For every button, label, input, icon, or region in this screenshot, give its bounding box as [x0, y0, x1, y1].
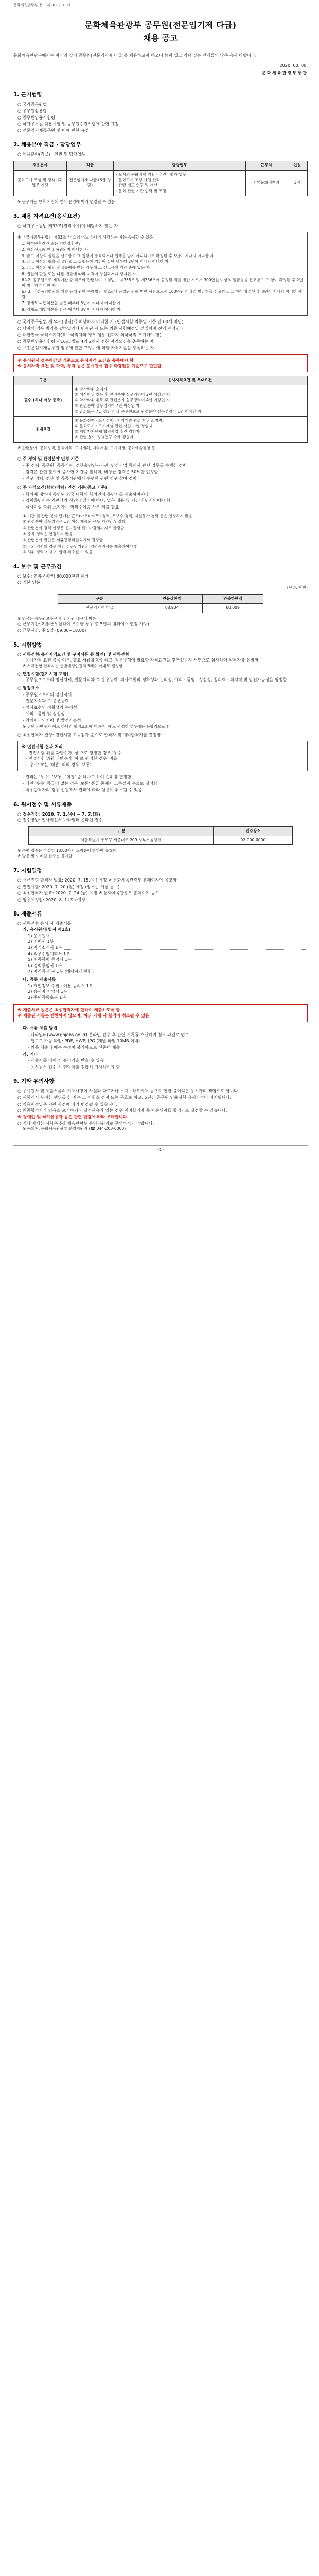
list-item: 7. 징계로 파면처분을 받은 때부터 5년이 지나지 아니한 자: [22, 300, 121, 306]
interview-result-box: [17, 741, 308, 771]
table-cell: 지역문화정책과: [246, 170, 287, 196]
list-item: - 나라일터(www.gojobs.go.kr) 온라인 접수 후 관련 서류를 스캔하여 첨부 파일로 업로드: [28, 1031, 193, 1037]
document: [0, 0, 319, 1158]
list-item: - 학위에 대하여 공인된 외국 대학의 학위인정 증명서를 제출하여야 함: [23, 491, 150, 497]
table-row: [14, 416, 308, 442]
list-item: - 공무원으로서의 정신자세: [23, 691, 72, 697]
list-item: ○ 국가공무원 임용시험 및 공무원승진시험에 관한 규정: [17, 121, 119, 127]
table-header: 직급: [66, 161, 113, 171]
table-header: 근무처: [246, 161, 287, 171]
table-header: 응시자격요건 및 우대요건: [73, 376, 308, 385]
notice-text: ※ 응시원서 접수마감일 기준으로 응시자격 요건을 충족해야 함: [17, 357, 134, 363]
list-item: ○ 대한민국 국적소지자(복수국적자의 경우 임용 전까지 외국국적 포기해야 함): [17, 332, 162, 337]
table-cell: 60,009: [202, 603, 263, 613]
document-item: [28, 989, 308, 995]
list-item: ○ 「전문임기제공무원 임용에 관한 규정」에 의한 자격기준을 충족하는 자: [17, 345, 154, 350]
requirements-table: [13, 376, 308, 443]
list-item: 3. 금고 이상의 실형을 선고받고 그 집행이 종료되거나 집행을 받지 아니하기로 확정된 후 5년이 지나지 아니한 자: [22, 253, 214, 258]
list-item: - 다만 '우수' 등급이 없는 경우 '보통' 등급 중에서 고득점자 순으로 결정함: [23, 781, 158, 786]
notes-list: [13, 1088, 308, 1114]
list-item: ○ 응시원서 및 제출서류의 기재사항이 사실과 다르거나 누락 · 착오기재 등으로 인한 불이익은 응시자의 책임으로 합니다.: [17, 1088, 240, 1094]
table-header: 인원: [287, 161, 308, 171]
table-row: [28, 836, 293, 845]
exam-step: ○ 서류전형(응시자격요건 및 구비서류 등 확인) 및 서류전형: [17, 651, 129, 657]
document-label: 1) 개인정보 수집 · 이용 동의서 1부: [28, 982, 93, 988]
contact-line: ※ 문의처: 문화체육관광부 운영지원과 (☎ 044-203-0000): [23, 1126, 126, 1131]
duty-line: - 도시의 문화정책 기획 · 추진 · 평가 업무: [116, 172, 187, 177]
document-item: [28, 969, 308, 975]
document-item: [28, 939, 308, 945]
table-header: 채용분야: [14, 161, 67, 171]
document-label: 2) 이력서 1부: [28, 939, 54, 944]
list-item: ○ 서류전형 합격자 발표: 2020. 7. 15.(수) 예정 ※ 문화체육관광부 홈페이지에 공고함: [17, 877, 177, 883]
list-item: ① 기관 및 관련 분야 단기간 근로(아르바이트) 경력, 무보수 경력, 자원봉사 경력 등은 인정하지 않음: [23, 513, 193, 518]
list-item: ○ 국가공무원법 제74조(정년)에 해당하지 아니한 자 (면접시험 최종일 기준 만 60세 미만): [17, 319, 184, 325]
document-label: 5) 최종학력 증명서 1부: [28, 957, 72, 962]
disqualification-box: [13, 232, 308, 316]
list-item: ○ 공무원임용시험령: [17, 114, 56, 120]
salary-sub: ○ 보수: 연봉 하한액 60,000천원 이상: [17, 573, 89, 579]
documents-list: [13, 933, 308, 975]
list-item: - 의사표현의 정확성과 논리성: [23, 704, 77, 710]
foreign-title: ○ 주 자격요건(학력/경력) 인정 기준(공고 기준): [17, 485, 107, 490]
list-item: ○ 임용예정일: 2020. 8. 1.(토) 예정: [17, 896, 85, 902]
list-item: ○ 시험에서 부정한 행위를 한 자는 그 시험을 정지 또는 무효로 하고, 5년간 공무원 임용시험 응시자격이 정지됩니다.: [17, 1095, 232, 1100]
list-item: - 최종합격자의 경우 신원조사 결과에 따라 임용이 취소될 수 있음: [23, 787, 143, 793]
list-item: ○ 국가공무원법: [17, 101, 47, 107]
list-item: 8. 징계로 해임처분을 받은 때부터 3년이 지나지 아니한 자: [22, 307, 121, 312]
list-item: - 경력은 관련 분야에 종사한 기간을 말하며, 비상근 경력은 50%만 인정함: [23, 469, 158, 474]
req-sub: ○ 국가공무원법 제33조(결격사유)에 해당하지 않는 자: [17, 223, 118, 228]
experience-title: ○ 주 경력 및 관련분야 인정 기준: [17, 456, 79, 462]
list-item: ○ 공무원임용시험령 제16조 별표 4의 2에서 정한 자격요건을 충족하는 자: [17, 338, 154, 344]
foreign-list: [13, 492, 308, 511]
document-item: [28, 963, 308, 969]
exam-step: ○ 면접시험(필기시험 포함): [17, 671, 69, 676]
page-title: 문화체육관광부 공무원(전문임기제 다급): [84, 20, 237, 30]
notice-number: 문화체육관광부 공고 제2020 - 00호: [13, 3, 72, 7]
table-row: [58, 603, 263, 613]
intro-text: 문화체육관광부에서는 아래와 같이 공무원(전문임기제 다급)을 채용하고자 하오니 능력 있고 역량 있는 인재들의 많은 응시 바랍니다.: [13, 53, 257, 58]
box-line: - 면접시험 위원 과반수가 '상'으로 평정한 경우 '우수': [26, 750, 123, 755]
exam-note: ※ 위원 과반수가 어느 하나의 평정요소에 대하여 '하'로 평정한 경우에는 불합격으로 함: [23, 724, 170, 729]
page-number: - 1 -: [13, 1145, 308, 1158]
table-header: 구분: [14, 376, 73, 385]
document-label: 3) 자기소개서 1부: [28, 944, 62, 950]
list-item: - 결과는 '우수', '보통', '미흡' 중 하나로 하여 순위를 결정함: [23, 774, 132, 779]
table-cell: 전문임기제 다급: [58, 603, 141, 613]
table-cell: ① 박사학위 소지자 ② 석사학위 취득 후 관련분야 실무경력이 2년 이상인 자 ③ 학사학위 취득 후 관련분야 실무경력이 4년 이상인 자 ④ 관련분야 실무경력이 7년 이상인 자 ⑤ 7급 또는 7급 상당 이상 공무원으로 관련분야 실무경력이 1년 이상인 자: [73, 385, 308, 416]
document-label: 4) 직무수행계획서 1부: [28, 951, 70, 956]
list-item: - 연구 경력: 정부 및 공공기관에서 수행한 관련 연구 참여 경력: [23, 476, 137, 481]
document-header: [13, 0, 308, 10]
list-item: ○ 전문임기제공무원 및 이에 관한 규정: [17, 127, 89, 133]
document-label: 7) 자격증 사본 1부 (해당자에 한함): [28, 969, 94, 974]
list-item: - 창의력 · 의지력 및 발전가능성: [23, 718, 81, 723]
table-header: 접수장소: [214, 826, 293, 836]
documents-group: 다. 서류 제출 방법: [23, 1025, 58, 1030]
table-cell: 필수 (하나 이상 충족): [14, 385, 73, 416]
title-block: [13, 20, 308, 44]
duty-line: - 문화도시 조성 사업 관리: [116, 177, 160, 182]
list-item: 6. 법원의 판결 또는 다른 법률에 따라 자격이 상실되거나 정지된 자: [22, 271, 136, 276]
box-line: - '우수' 또는 '미흡' 외의 경우 '보통': [26, 762, 91, 768]
documents-warning-box: [13, 1004, 308, 1022]
inquiry-line: ○ 기타 자세한 사항은 문화체육관광부 운영지원과로 문의하시기 바랍니다.: [17, 1120, 154, 1126]
section-title-schedule: 7. 시험일정: [13, 867, 42, 874]
table-row: [14, 170, 308, 196]
document-item: [28, 995, 308, 1001]
table-cell: 1명: [287, 170, 308, 196]
deadline-notice-box: [13, 354, 308, 372]
section-title-requirements: 3. 채용 자격요건(응시요건): [13, 213, 80, 219]
section-title-salary: 4. 보수 및 근무조건: [13, 564, 62, 570]
table-header: 구 분: [28, 826, 214, 836]
box-title: ※ 면접시험 결과 처리: [22, 744, 63, 750]
document-item: [28, 945, 308, 951]
list-item: 6의3. 「성폭력범죄의 처벌 등에 관한 특례법」 제2조에 규정된 죄를 범한 사람으로서 100만원 이상의 벌금형을 선고받고 그 형이 확정된 후 3년이 지나지 아니한 사람: [22, 289, 302, 300]
notice-date: 2020. 00. 00.: [279, 63, 308, 69]
list-item: ② 관련분야 실무경력은 1년 이상 계속된 근무 기간만 인정함: [23, 519, 126, 524]
exam-step-detail: - 응시자격 요건 충족 여부, 필요 서류를 확인하고, 직무수행에 필요한 자격요건을 갖추었는지 서면으로 심사하여 적격자를 선발함: [23, 657, 259, 663]
list-item: ○ 최종합격자가 임용을 포기하거나 결격사유가 있는 경우 예비합격자 중 차순위자를 합격자로 결정할 수 있습니다.: [17, 1108, 227, 1113]
list-item: - 예의 · 품행 및 성실성: [23, 711, 65, 717]
eval-list: [13, 692, 308, 724]
list-item: 2. 파산선고를 받고 복권되지 아니한 자: [22, 247, 88, 252]
box-text: ※ 「국가공무원법」 제33조 각 호의 어느 하나에 해당하는 자는 응시할 수 없음: [17, 235, 153, 240]
table-cell-duties: [114, 170, 246, 196]
table-cell: 서울특별시 종로구 세종대로 209 정부서울청사: [28, 836, 214, 845]
section-title-notes: 9. 기타 유의사항: [13, 1078, 55, 1085]
table-header: 연봉상한액: [141, 595, 202, 604]
positions-sub: ○ 채용분야(직급) · 인원 및 담당업무: [17, 151, 85, 157]
application-method: ○ 접수방법: 인사혁신처 나라일터 온라인 접수: [17, 817, 103, 823]
experience-list: [13, 463, 308, 482]
table-row: [14, 385, 308, 416]
hours-line: ○ 근무시간: 주 5일 (09:00~18:00): [17, 628, 86, 633]
list-item: ○ 공무원임용령: [17, 108, 47, 113]
table-cell: ① 문화정책 · 도시정책 · 지역개발 관련 학위 소지자 ② 문화도시 · 도시재생 관련 사업 수행 경험자 ③ 지방자치단체 협력사업 추진 경험자 ④ 관련 분야 정책연구 수행 경험자: [73, 416, 308, 442]
preference-note: ※ 장애인 및 국가유공자 등은 관련 법령에 따라 우대합니다.: [17, 1114, 129, 1120]
list-item: 5. 금고 이상의 형의 선고유예를 받은 경우에 그 선고유예 기간 중에 있는 자: [22, 265, 150, 270]
documents-group: 나. 공통 제출서류: [23, 977, 56, 982]
list-item: ③ 관련분야 경력 산정은 응시원서 접수마감일까지로 산정함: [23, 526, 125, 531]
etc-list: [13, 1058, 308, 1070]
table-cell: 문화도시 조성 및 정책기획 업무 지원: [14, 170, 67, 196]
list-item: ④ 중복 경력은 인정하지 않음: [23, 531, 73, 536]
document-label: 1) 응시원서: [28, 933, 50, 938]
document-item: [28, 983, 308, 989]
positions-note: ※ 근무처는 향후 기관의 인사 운영에 따라 변경될 수 있음: [17, 199, 115, 204]
list-item: - 석사이상 학위 소지자는 학위수여증 사본 제출 필요: [23, 504, 119, 510]
issuing-org: 문화체육관광부장관: [261, 70, 308, 75]
list-item: - 제출서류 미비 시 불이익을 받을 수 있음: [28, 1058, 104, 1063]
exam-step: ○ 평정요소: [17, 685, 39, 690]
list-item: 4. 금고 이상의 형을 선고받고 그 집행유예 기간이 끝난 날부터 2년이 지나지 아니한 자: [22, 259, 169, 264]
exam-note: ※ 서류전형 합격자는 선발예정인원의 5배수 이내로 결정함: [23, 663, 123, 668]
table-header: 구분: [58, 595, 141, 604]
salary-sub: ○ 기본 연봉: [17, 579, 40, 585]
section-title-legal-basis: 1. 근거법령: [13, 92, 42, 98]
legal-basis-list: [13, 101, 308, 133]
document-item: [28, 951, 308, 957]
table-cell: 우대요건: [14, 416, 73, 442]
application-note: ※ 방문 및 이메일 접수는 불가함: [17, 854, 73, 859]
application-table: [28, 826, 293, 845]
document-label: 3) 주민등록초본 1부: [28, 995, 66, 1001]
documents-group: 라. 기타: [23, 1051, 38, 1057]
disqualification-list: [17, 241, 304, 312]
list-item: - 최종 제출 후에는 수정이 불가하므로 신중히 제출: [28, 1044, 120, 1050]
career-criteria-list: [13, 514, 308, 555]
section-title-positions: 2. 채용분야 직급 · 담당업무: [13, 142, 81, 148]
document-label: 6) 경력증명서 1부: [28, 962, 62, 968]
table-header: 연봉하한액: [202, 595, 263, 604]
positions-table: [13, 161, 308, 196]
list-item: ○ 최종합격자 발표: 2020. 7. 24.(금) 예정 ※ 문화체육관광부 홈페이지 공고: [17, 890, 160, 896]
exam-step-detail: - 공무원으로서의 정신자세, 전문지식과 그 응용능력, 의사표현의 정확성과 논리성, 예의 · 품행 · 성실성, 창의력 · 의지력 및 발전가능성을 평정함: [23, 677, 287, 683]
list-item: ○ 남자의 경우 병역을 필하였거나 면제된 자 또는 최종 시험예정일 전일까지 전역 예정인 자: [17, 326, 185, 331]
period-line: ○ 근무기간: 2년(근무실적이 우수한 경우 총 5년의 범위에서 연장 가능): [17, 621, 149, 627]
duty-line: - 문화 관련 기관 협력 및 조정: [116, 189, 167, 194]
section-title-documents: 8. 제출서류: [13, 911, 42, 918]
application-period: ○ 접수기간: 2020. 7. 1.(수) ~ 7. 7.(화): [17, 811, 100, 817]
exam-additional-list: [13, 774, 308, 793]
list-item: 6의2. 공무원으로 재직기간 중 직무와 관련하여 「형법」 제355조 및 제356조에 규정된 죄를 범한 자로서 300만원 이상의 벌금형을 선고받고 그 형이 확정된 후 2년이 지나지 아니한 자: [22, 277, 303, 288]
application-note: ※ 우편 접수는 마감일 18:00까지 도착분에 한하여 유효함: [17, 848, 116, 853]
section-title-exam: 5. 시험방법: [13, 641, 42, 648]
list-item: - 경력증명서는 기관장의 직인이 있어야 하며, 업무 내용 및 기간이 명시되어야 함: [23, 498, 171, 503]
list-item: ○ 임용예정일은 기관 사정에 따라 변경될 수 있습니다.: [17, 1101, 118, 1107]
final-decision: ○ 최종합격자 결정: 면접시험 고득점자 순으로 합격자 및 예비합격자를 결정함: [17, 732, 161, 737]
list-item: ⑥ 국외 경력의 경우 해당국 공인기관의 경력증명서를 제출하여야 함: [23, 544, 138, 549]
salary-note: ※ 연봉은 공무원보수규정 및 기관 내규에 따름: [17, 616, 96, 621]
table-cell: 전문임기제 다급 (6급 상당): [66, 170, 113, 196]
notice-text: ※ 응시자격 요건 및 학력, 경력 등은 응시원서 접수 마감일을 기준으로 판단함: [17, 363, 162, 369]
table-cell: 02-000-0000: [214, 836, 293, 845]
list-item: ⑦ 허위 경력 기재 시 합격 취소될 수 있음: [23, 550, 93, 555]
salary-table: [58, 594, 263, 613]
document-item: [28, 957, 308, 963]
schedule-list: [13, 877, 308, 903]
list-item: - 전문지식과 그 응용능력: [23, 698, 69, 704]
table-cell: 88,904: [141, 603, 202, 613]
warning-text: ※ 제출서류 원본은 최종합격자에 한하여 제출하도록 함: [17, 1007, 120, 1012]
documents-group: 가. 응시원서(별지 제1호): [23, 927, 71, 932]
warning-text: ※ 제출된 서류는 반환하지 않으며, 허위 기재 시 합격이 취소될 수 있음: [17, 1013, 149, 1019]
related-field-note: ※ 관련분야: 문화정책, 문화기획, 도시계획, 지역개발, 도시재생, 문화예술경영 등: [17, 445, 155, 450]
documents-sub: ○ 서류전형 응시 시 제출서류: [17, 921, 72, 926]
table-header: 담당업무: [114, 161, 246, 171]
list-item: - 주 경력: 공무원, 공공기관, 정부출연연구기관, 민간기업 등에서 관련 업무를 수행한 경력: [23, 463, 187, 468]
duty-line: - 관련 제도 연구 및 개선: [116, 183, 157, 188]
box-line: - 면접시험 위원 과반수가 '하'로 평정한 경우 '미흡': [26, 756, 119, 761]
list-item: 1. 피성년후견인 또는 피한정후견인: [22, 241, 82, 246]
document-label: 2) 응시자 서약서 1부: [28, 989, 67, 994]
list-item: - 응시원서 접수 시 연락처를 정확히 기재하여야 함: [28, 1064, 120, 1070]
section-title-application: 6. 원서접수 및 서류제출: [13, 801, 72, 808]
page-subtitle: 채용 공고: [143, 32, 178, 43]
submission-method-list: [13, 1032, 308, 1051]
document-item: [28, 933, 308, 939]
qualification-list: [13, 319, 308, 351]
documents-list: [13, 983, 308, 1001]
list-item: ⑤ 관련분야 판단은 서류전형위원회에서 결정함: [23, 537, 103, 543]
list-item: ○ 면접시험: 2020. 7. 20.(월) 예정 (장소는 개별 통보): [17, 884, 120, 889]
list-item: - 업로드 가능 파일: PDF, HWP, JPG (개별 파일 10MB 이내): [28, 1038, 140, 1044]
unit-label: (단위: 천원): [287, 585, 308, 590]
